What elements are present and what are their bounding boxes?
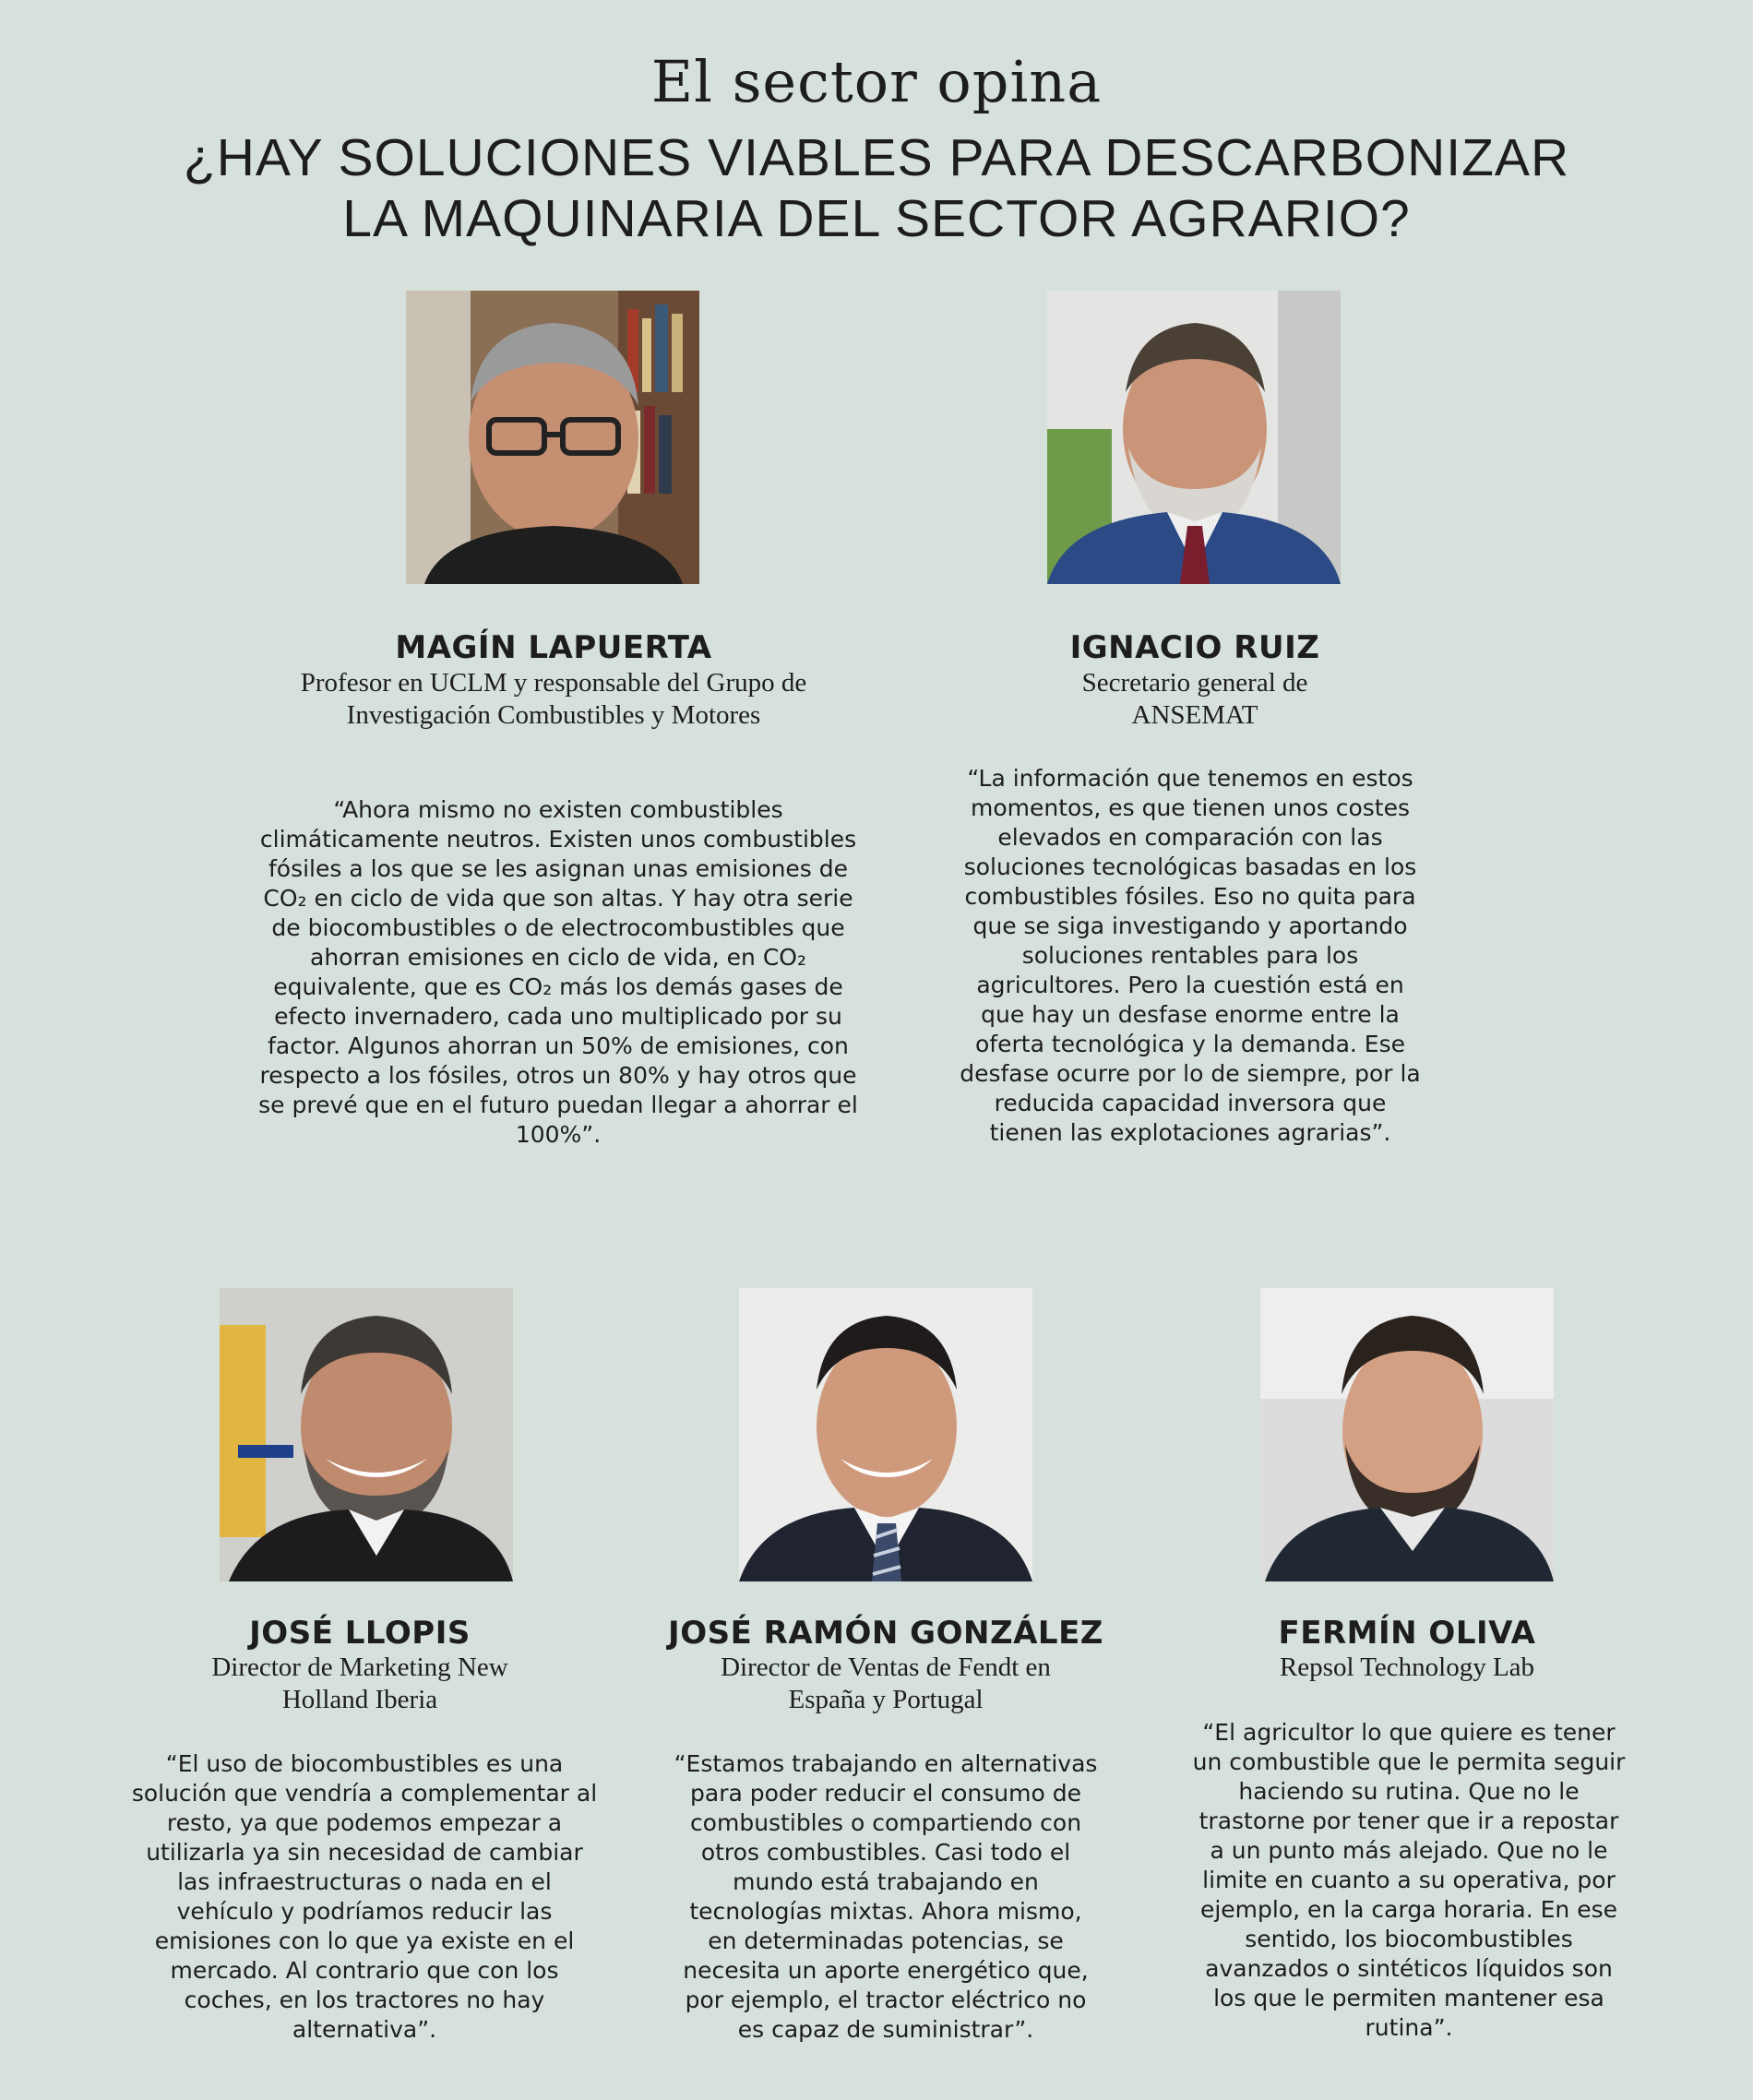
portrait-magin-lapuerta: [406, 291, 699, 584]
person-role: Profesor en UCLM y responsable del Grupo de Investigación Combustibles y Motores: [300, 668, 807, 730]
portrait-jose-ramon-gonzalez: [739, 1288, 1032, 1581]
person-role: Repsol Technology Lab: [1279, 1653, 1535, 1682]
portrait-jose-llopis: [220, 1288, 513, 1581]
portrait-fermin-oliva: [1260, 1288, 1554, 1581]
headline: [92, 127, 1661, 249]
person-name: MAGÍN LAPUERTA: [395, 629, 712, 666]
person-quote: “La información que tenemos en estos momentos, es que tienen unos costes elevados en comparación con las soluciones tecnológicas basadas en los combustibles fósiles. Eso no quita para que se siga investigando y aportando soluciones rentables para los agricultores. Pero la cuestión está en que hay un desfase enorme entre la oferta tecnológica y la demanda. Ese desfase ocurre por lo de siempre, por la reducida capacidad inversora que tienen las explotaciones agrarias”.: [960, 765, 1421, 1146]
person-role: Director de Marketing New Holland Iberia: [211, 1653, 508, 1714]
headline-line-2: LA MAQUINARIA DEL SECTOR AGRARIO?: [342, 189, 1411, 248]
headline-line-1: ¿HAY SOLUCIONES VIABLES PARA DESCARBONIZAR: [183, 128, 1570, 187]
person-name: IGNACIO RUIZ: [1069, 629, 1320, 666]
person-quote: “Ahora mismo no existen combustibles climáticamente neutros. Existen unos combustibles fósiles a los que se les asignan unas emisiones de CO₂ en ciclo de vida que son altas. Y hay otra serie de biocombustibles o de electrocombustibles que ahorran emisiones en ciclo de vida, en CO₂ equivalente, que es CO₂ más los demás gases de efecto invernadero, cada uno multiplicado por su factor. Algunos ahorran un 50% de emisiones, con respecto a los fósiles, otros un 80% y hay otros que se prevé que en el futuro puedan llegar a ahorrar el 100%”.: [258, 796, 858, 1148]
person-quote: “El agricultor lo que quiere es tener un combustible que le permita seguir haciendo su rutina. Que no le trastorne por tener que ir a repostar a un punto más alejado. Que no le limite en cuanto a su operativa, por ejemplo, en la carga horaria. En ese sentido, los biocombustibles avanzados o sintéticos líquidos son los que le permiten mantener esa rutina”.: [1192, 1719, 1626, 2041]
person-quote: “El uso de biocombustibles es una solución que vendría a complementar al resto, ya que podemos empezar a utilizarla ya sin necesidad de cambiar las infraestructuras o nada en el vehículo y podríamos reducir las emisiones con lo que ya existe en el mercado. Al contrario que con los coches, en los tractores no hay alternativa”.: [131, 1750, 598, 2043]
person-name: JOSÉ LLOPIS: [249, 1615, 471, 1652]
person-role: Director de Ventas de Fendt en España y Portugal: [721, 1653, 1051, 1714]
person-name: JOSÉ RAMÓN GONZÁLEZ: [668, 1615, 1103, 1652]
person-role: Secretario general de ANSEMAT: [1081, 668, 1308, 730]
section-kicker: El sector opina: [650, 48, 1103, 115]
portrait-ignacio-ruiz: [1047, 291, 1341, 584]
person-quote: “Estamos trabajando en alternativas para poder reducir el consumo de combustibles o compartiendo con otros combustibles. Casi todo el mundo está trabajando en tecnologías mixtas. Ahora mismo, en determinadas potencias, se necesita un aporte energético que, por ejemplo, el tractor eléctrico no es capaz de suministrar”.: [674, 1750, 1098, 2043]
person-name: FERMÍN OLIVA: [1278, 1615, 1536, 1652]
